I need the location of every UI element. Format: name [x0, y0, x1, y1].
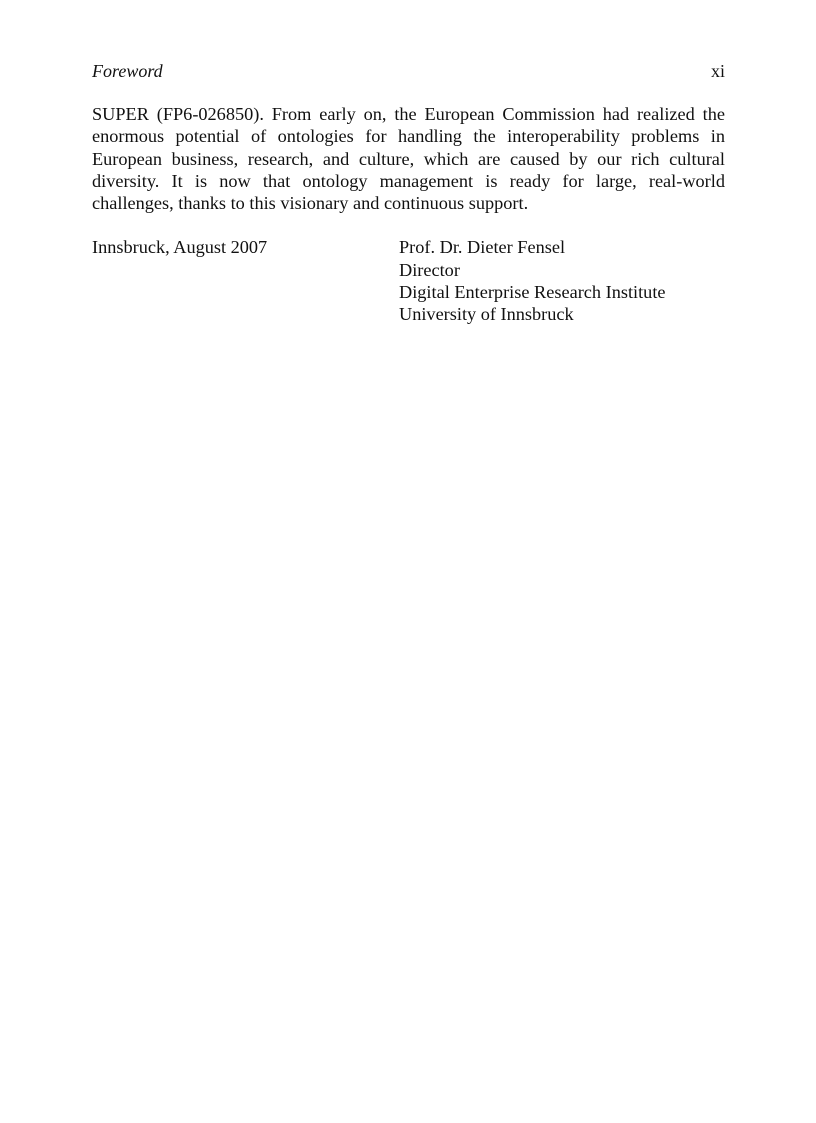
page-number: xi	[710, 61, 725, 81]
place-date: Innsbruck, August 2007	[92, 237, 268, 258]
signatory	[399, 236, 666, 325]
signatory-name: Prof. Dr. Dieter Fensel	[399, 237, 566, 258]
signatory-title: Director	[399, 259, 460, 280]
book-page	[92, 58, 725, 328]
body-paragraph: SUPER (FP6-026850). From early on, the European Commission had realized the enormous potential of ontologies for handling the interoperability problems in European business, research, and culture, which are caused by our rich cultural diversity. It is now that ontology management is ready for large, real-world challenges, thanks to this visionary and continuous support.	[92, 104, 725, 214]
signature-block	[92, 236, 725, 328]
signatory-university: University of Innsbruck	[399, 304, 574, 325]
signatory-institute: Digital Enterprise Research Institute	[399, 282, 666, 303]
running-head	[92, 58, 725, 84]
running-title: Foreword	[92, 61, 163, 81]
